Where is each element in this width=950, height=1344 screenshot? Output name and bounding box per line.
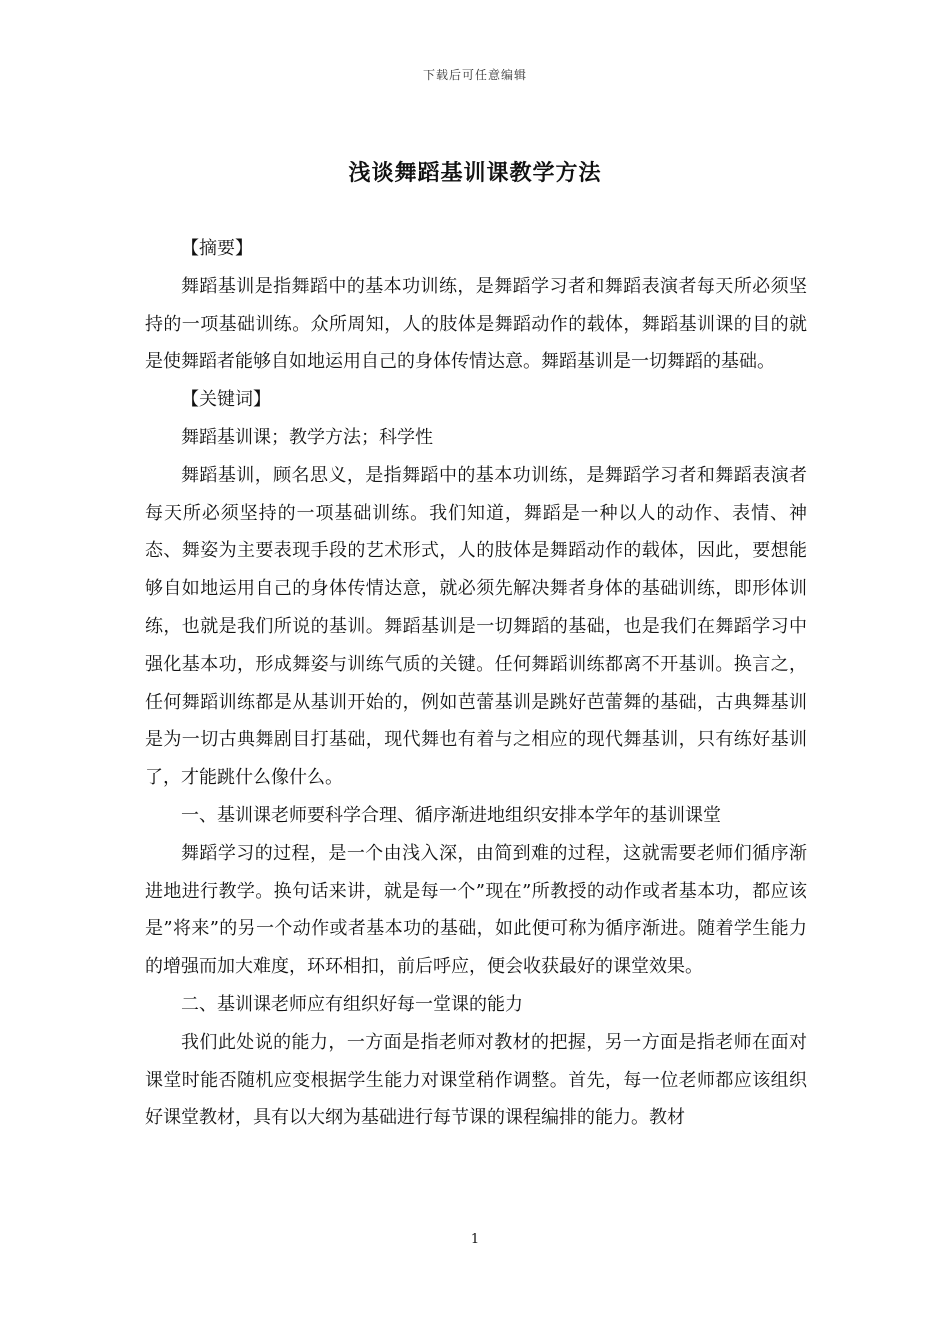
header-note: 下载后可任意编辑: [422, 68, 527, 82]
section-1-paragraph: 舞蹈学习的过程，是一个由浅入深，由简到难的过程，这就需要老师们循序渐进地进行教学。换句话来讲，就是每一个”现在”所教授的动作或者基本功，都应该是”将来”的另一个动作或者基本功的基础，如此便可称为循序渐进。随着学生能力的增强而加大难度，环环相扣，前后呼应，便会收获最好的课堂效果。: [145, 842, 807, 978]
abstract-heading: 【摘要】: [181, 238, 253, 259]
document-title: 浅谈舞蹈基训课教学方法: [348, 160, 602, 186]
section-2-paragraph: 我们此处说的能力，一方面是指老师对教材的把握，另一方面是指老师在面对课堂时能否随机应变根据学生能力对课堂稍作调整。首先，每一位老师都应该组织好课堂教材，具有以大纲为基础进行每节课的课程编排的能力。教材: [145, 1031, 807, 1129]
section-heading-1: 一、基训课老师要科学合理、循序渐进地组织安排本学年的基训课堂: [181, 804, 721, 826]
abstract-paragraph: 舞蹈基训是指舞蹈中的基本功训练，是舞蹈学习者和舞蹈表演者每天所必须坚持的一项基础训练。众所周知，人的肢体是舞蹈动作的载体，舞蹈基训课的目的就是使舞蹈者能够自如地运用自己的身体传情达意。舞蹈基训是一切舞蹈的基础。: [145, 275, 807, 373]
document-body: [145, 230, 807, 1137]
keywords-paragraph: 舞蹈基训课；教学方法；科学性: [181, 426, 433, 448]
section-heading-2: 二、基训课老师应有组织好每一堂课的能力: [181, 993, 523, 1015]
keywords-heading: 【关键词】: [181, 389, 271, 411]
page-number: 1: [470, 1232, 480, 1247]
intro-paragraph: 舞蹈基训，顾名思义，是指舞蹈中的基本功训练，是舞蹈学习者和舞蹈表演者每天所必须坚持的一项基础训练。我们知道，舞蹈是一种以人的动作、表情、神态、舞姿为主要表现手段的艺术形式，人的肢体是舞蹈动作的载体，因此，要想能够自如地运用自己的身体传情达意，就必须先解决舞者身体的基础训练，即形体训练，也就是我们所说的基训。舞蹈基训是一切舞蹈的基础，也是我们在舞蹈学习中强化基本功，形成舞姿与训练气质的关键。任何舞蹈训练都离不开基训。换言之，任何舞蹈训练都是从基训开始的，例如芭蕾基训是跳好芭蕾舞的基础，古典舞基训是为一切古典舞剧目打基础，现代舞也有着与之相应的现代舞基训，只有练好基训了，才能跳什么像什么。: [145, 464, 807, 789]
